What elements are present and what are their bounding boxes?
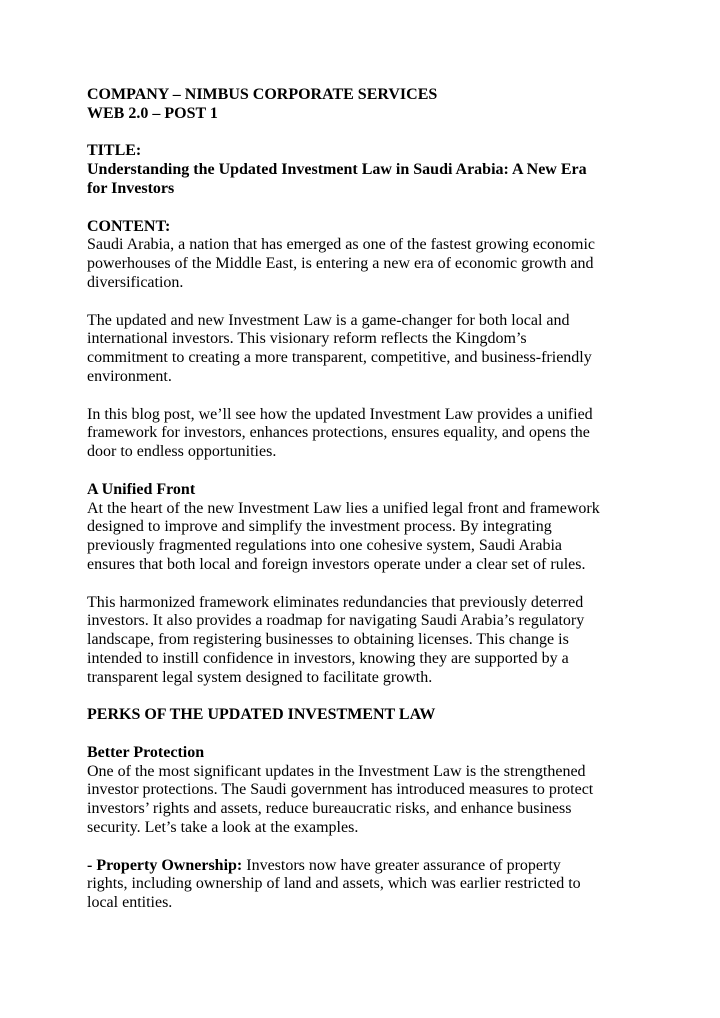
document-header xyxy=(87,86,647,124)
paragraph-line: designed to improve and simplify the investment process. By integrating xyxy=(87,518,552,536)
paragraph-line: At the heart of the new Investment Law lies a unified legal front and framework xyxy=(87,499,600,517)
paragraph-blog-post xyxy=(87,406,647,462)
paragraph-line: investors. It also provides a roadmap for navigating Saudi Arabia’s regulatory xyxy=(87,612,585,630)
property-ownership-label: - Property Ownership: xyxy=(87,856,243,874)
title-text-line: for Investors xyxy=(87,179,175,197)
paragraph-line: previously fragmented regulations into one cohesive system, Saudi Arabia xyxy=(87,537,562,555)
unified-front-section xyxy=(87,481,647,575)
paragraph-harmonized-framework xyxy=(87,594,647,688)
paragraph-line: This harmonized framework eliminates redundancies that previously deterred xyxy=(87,593,584,611)
paragraph-investment-law xyxy=(87,312,647,387)
paragraph-line: door to endless opportunities. xyxy=(87,443,277,461)
title-section xyxy=(87,142,647,198)
paragraph-line: local entities. xyxy=(87,894,173,912)
document-page xyxy=(87,86,647,932)
paragraph-line: One of the most significant updates in the Investment Law is the strengthened xyxy=(87,762,586,780)
paragraph-line: intended to instill confidence in investors, knowing they are supported by a xyxy=(87,649,569,667)
paragraph-line: The updated and new Investment Law is a game-changer for both local and xyxy=(87,311,570,329)
perks-heading: PERKS OF THE UPDATED INVESTMENT LAW xyxy=(87,706,436,724)
paragraph-line: commitment to creating a more transparent, competitive, and business-friendly xyxy=(87,349,592,367)
perks-section xyxy=(87,706,647,725)
paragraph-line: diversification. xyxy=(87,273,184,291)
property-ownership-first-line xyxy=(87,857,647,876)
paragraph-line: rights, including ownership of land and assets, which was earlier restricted to xyxy=(87,875,581,893)
better-protection-heading: Better Protection xyxy=(87,743,205,761)
paragraph-line: Saudi Arabia, a nation that has emerged as one of the fastest growing economic xyxy=(87,236,595,254)
unified-front-heading: A Unified Front xyxy=(87,480,196,498)
property-ownership-text: Investors now have greater assurance of property xyxy=(242,856,561,874)
paragraph-line: powerhouses of the Middle East, is entering a new era of economic growth and xyxy=(87,255,594,273)
content-intro xyxy=(87,218,647,293)
paragraph-line: ensures that both local and foreign investors operate under a clear set of rules. xyxy=(87,555,586,573)
title-text-line: Understanding the Updated Investment Law in Saudi Arabia: A New Era xyxy=(87,161,587,179)
paragraph-line: landscape, from registering businesses to obtaining licenses. This change is xyxy=(87,631,569,649)
title-label: TITLE: xyxy=(87,142,142,160)
paragraph-line: investor protections. The Saudi government has introduced measures to protect xyxy=(87,781,594,799)
paragraph-line: framework for investors, enhances protections, ensures equality, and opens the xyxy=(87,424,590,442)
content-label: CONTENT: xyxy=(87,217,171,235)
paragraph-line: security. Let’s take a look at the examples. xyxy=(87,819,359,837)
paragraph-line: international investors. This visionary reform reflects the Kingdom’s xyxy=(87,330,527,348)
better-protection-section xyxy=(87,744,647,838)
paragraph-line: In this blog post, we’ll see how the updated Investment Law provides a unified xyxy=(87,405,593,423)
post-line: WEB 2.0 – POST 1 xyxy=(87,104,218,122)
property-ownership-item xyxy=(87,857,647,913)
paragraph-line: transparent legal system designed to facilitate growth. xyxy=(87,668,433,686)
company-line: COMPANY – NIMBUS CORPORATE SERVICES xyxy=(87,86,438,103)
paragraph-line: investors’ rights and assets, reduce bureaucratic risks, and enhance business xyxy=(87,800,572,818)
paragraph-line: environment. xyxy=(87,367,172,385)
